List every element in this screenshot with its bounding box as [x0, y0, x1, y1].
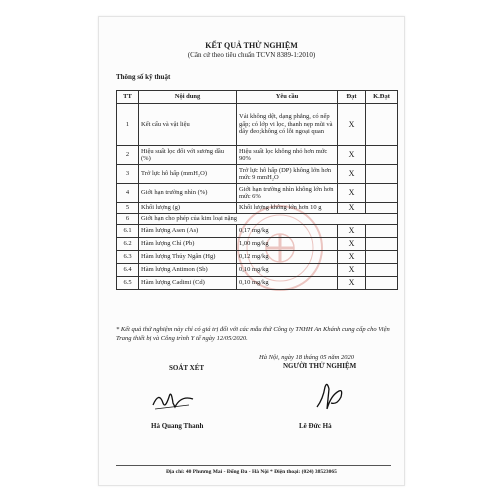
footer-divider [116, 465, 391, 466]
cell-pass: X [338, 225, 366, 238]
col-header-pass: Đạt [338, 91, 366, 104]
cell-tt: 3 [117, 165, 139, 184]
cell-tt: 6.4 [117, 264, 139, 277]
cell-fail [366, 277, 398, 290]
cell-content: Kết cấu và vật liệu [139, 104, 237, 146]
cell-pass: X [338, 251, 366, 264]
cell-requirement: 0,10 mg/kg [237, 277, 338, 290]
cell-requirement: Trở lực hô hấp (DP) không lớn hơn mức 9 mmH₂O [237, 165, 338, 184]
table-row [117, 184, 398, 203]
cell-content: Hiệu suất lọc đối với sương dầu (%) [139, 146, 237, 165]
document-page [98, 16, 405, 486]
cell-content: Hàm lượng Cadimi (Cd) [139, 277, 237, 290]
cell-tt: 5 [117, 203, 139, 214]
cell-content: Hàm lượng Chì (Pb) [139, 238, 237, 251]
table-row [117, 277, 398, 290]
cell-tt: 6.5 [117, 277, 139, 290]
table-row [117, 225, 398, 238]
cell-pass: X [338, 184, 366, 203]
table-row [117, 203, 398, 214]
cell-tt: 6.3 [117, 251, 139, 264]
cell-pass: X [338, 165, 366, 184]
cell-fail [366, 238, 398, 251]
table-row [117, 264, 398, 277]
cell-content: Giới hạn trường nhìn (%) [139, 184, 237, 203]
cell-tt: 1 [117, 104, 139, 146]
cell-fail [366, 251, 398, 264]
cell-pass: X [338, 146, 366, 165]
date-line: Hà Nội, ngày 18 tháng 05 năm 2020 [259, 354, 354, 361]
cell-pass: X [338, 104, 366, 146]
col-header-requirement: Yêu cầu [237, 91, 338, 104]
cell-tt: 4 [117, 184, 139, 203]
cell-requirement: 0,10 mg/kg [237, 264, 338, 277]
cell-requirement: Giới hạn trường nhìn không lớn hơn mức 6% [237, 184, 338, 203]
cell-tt: 2 [117, 146, 139, 165]
cell-content: Hàm lượng Asen (As) [139, 225, 237, 238]
table-row [117, 146, 398, 165]
cell-fail [366, 225, 398, 238]
cell-fail [366, 104, 398, 146]
cell-content: Trở lực hô hấp (mmH₂O) [139, 165, 237, 184]
table-header-row [117, 91, 398, 104]
cell-requirement: Hiệu suất lọc không nhỏ hơn mức 90% [237, 146, 338, 165]
cell-requirement: Vải không dệt, dạng phẳng, có nếp gấp; có lớp vi lọc, thanh nẹp mũi và dây đeo;không có lỗi ngoại quan [237, 104, 338, 146]
disclaimer-note: * Kết quả thử nghiệm này chỉ có giá trị đối với các mẫu thử Công ty TNHH An Khánh cung cấp cho Viện Trang thiết bị và Công trình Y tế ngày 12/05/2020. [116, 326, 390, 342]
cell-content: Hàm lượng Thủy Ngân (Hg) [139, 251, 237, 264]
cell-pass: X [338, 264, 366, 277]
cell-pass: X [338, 238, 366, 251]
cell-tt: 6.2 [117, 238, 139, 251]
table-row [117, 251, 398, 264]
cell-requirement: 0,17 mg/kg [237, 225, 338, 238]
table-row [117, 165, 398, 184]
cell-fail [366, 165, 398, 184]
tester-name: Lê Đức Hà [299, 422, 332, 430]
reviewer-name: Hà Quang Thanh [151, 422, 204, 430]
cell-tt: 6 [117, 214, 139, 225]
results-table [116, 90, 398, 290]
tester-signature-icon [309, 379, 349, 413]
reviewer-title: SOÁT XÉT [169, 364, 205, 372]
cell-content: Hàm lượng Antimon (Sb) [139, 264, 237, 277]
document-title: KẾT QUẢ THỬ NGHIỆM [205, 41, 298, 50]
cell-requirement: 1,00 mg/kg [237, 238, 338, 251]
footer-address: Địa chỉ: 40 Phương Mai - Đống Đa - Hà Nội * Điện thoại: (024) 38523065 [166, 469, 337, 475]
table-row [117, 104, 398, 146]
reviewer-signature-icon [149, 385, 199, 413]
col-header-content: Nội dung [139, 91, 237, 104]
cell-tt: 6.1 [117, 225, 139, 238]
tester-title: NGƯỜI THỬ NGHIỆM [283, 362, 357, 370]
cell-fail [366, 184, 398, 203]
cell-fail [366, 146, 398, 165]
cell-fail [366, 203, 398, 214]
cell-fail [366, 264, 398, 277]
cell-requirement: Khối lượng không lớn hơn 10 g [237, 203, 338, 214]
cell-requirement: 0,12 mg/kg [237, 251, 338, 264]
cell-pass: X [338, 277, 366, 290]
cell-pass: X [338, 203, 366, 214]
table-row [117, 214, 398, 225]
table-row [117, 238, 398, 251]
cell-content: Khối lượng (g) [139, 203, 237, 214]
cell-content: Giới hạn cho phép của kim loại nặng [139, 214, 398, 225]
section-label: Thông số kỹ thuật [116, 73, 171, 81]
col-header-tt: TT [117, 91, 139, 104]
col-header-fail: K.Đạt [366, 91, 398, 104]
document-subtitle: (Căn cứ theo tiêu chuẩn TCVN 8389-1:2010) [187, 51, 316, 59]
